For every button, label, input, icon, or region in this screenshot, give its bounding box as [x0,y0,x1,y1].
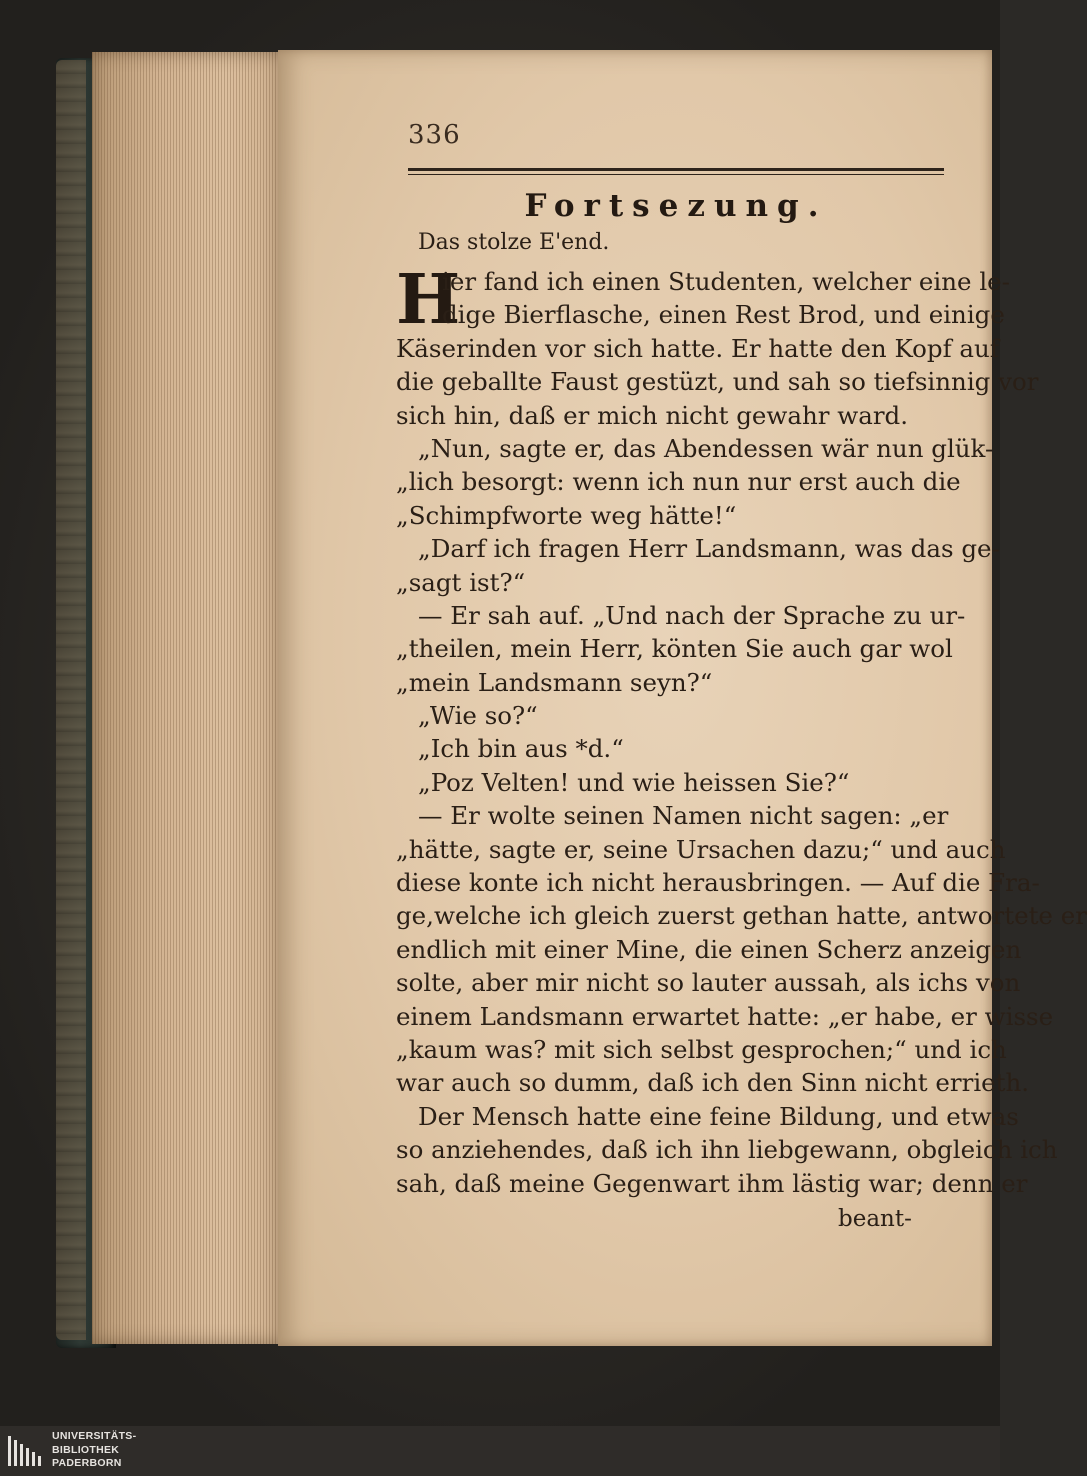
text-line: „Darf ich fragen Herr Landsmann, was das ge- [418,534,1000,564]
catchword: beant- [838,1206,912,1232]
library-name-line: BIBLIOTHEK [52,1443,120,1456]
text-line: ge,welche ich gleich zuerst gethan hatte, antwortete er [396,901,1087,931]
header-rule-thin [408,174,944,175]
text-line: Käserinden vor sich hatte. Er hatte den Kopf auf [396,333,999,363]
text-line: „hätte, sagte er, seine Ursachen dazu;“ und auch [396,834,1006,864]
text-line: „Schimpfworte weg hätte!“ [396,500,737,530]
header-rule [408,168,944,171]
text-line: sich hin, daß er mich nicht gewahr ward. [396,400,909,430]
text-line: ier fand ich einen Studenten, welcher eine le- [442,267,1010,296]
text-line: dige Bierflasche, einen Rest Brod, und einige [442,300,1005,330]
page-number: 336 [408,120,461,150]
library-name-line: UNIVERSITÄTS- [52,1430,137,1442]
text-line: solte, aber mir nicht so lauter aussah, als ichs von [396,968,1021,998]
library-name-line: PADERBORN [52,1457,122,1469]
text-line: sah, daß meine Gegenwart ihm lästig war; denn er [396,1168,1028,1198]
text-line: „sagt ist?“ [396,567,526,597]
body-text [396,260,1087,1200]
text-line: „Poz Velten! und wie heissen Sie?“ [418,767,850,797]
library-logo-icon [6,1430,46,1472]
text-line: „mein Landsmann seyn?“ [396,667,713,697]
page-stack-edge [92,52,282,1344]
cover-edge [56,60,86,1340]
text-line: „lich besorgt: wenn ich nun nur erst auch die [396,467,961,497]
text-line: „theilen, mein Herr, könten Sie auch gar wol [396,634,953,664]
text-line: — Er sah auf. „Und nach der Sprache zu ur- [418,600,966,630]
text-line: die geballte Faust gestüzt, und sah so tiefsinnig vor [396,367,1039,397]
text-line: „Nun, sagte er, das Abendessen wär nun glük- [418,433,994,463]
library-footer-bar [0,1426,1000,1476]
text-line: so anziehendes, daß ich ihn liebgewann, obgleich ich [396,1135,1058,1165]
text-line: „kaum was? mit sich selbst gesprochen;“ und ich [396,1034,1007,1064]
text-line: — Er wolte seinen Namen nicht sagen: „er [418,801,949,831]
text-line: war auch so dumm, daß ich den Sinn nicht errieth. [396,1068,1030,1098]
chapter-heading: Fortsezung. [524,188,828,224]
text-line: Der Mensch hatte eine feine Bildung, und etwas [418,1101,1019,1131]
text-line: endlich mit einer Mine, die einen Scherz anzeigen [396,934,1022,964]
section-title: Das stolze E'end. [418,230,610,255]
text-line: „Wie so?“ [418,701,538,731]
text-line: diese konte ich nicht herausbringen. — Auf die Fra- [396,868,1040,898]
text-line: einem Landsmann erwartet hatte: „er habe, er wisse [396,1001,1054,1031]
drop-capital: H [396,260,461,340]
book-page [278,50,1087,1346]
text-line: „Ich bin aus *d.“ [418,734,624,764]
library-name [52,1430,136,1471]
